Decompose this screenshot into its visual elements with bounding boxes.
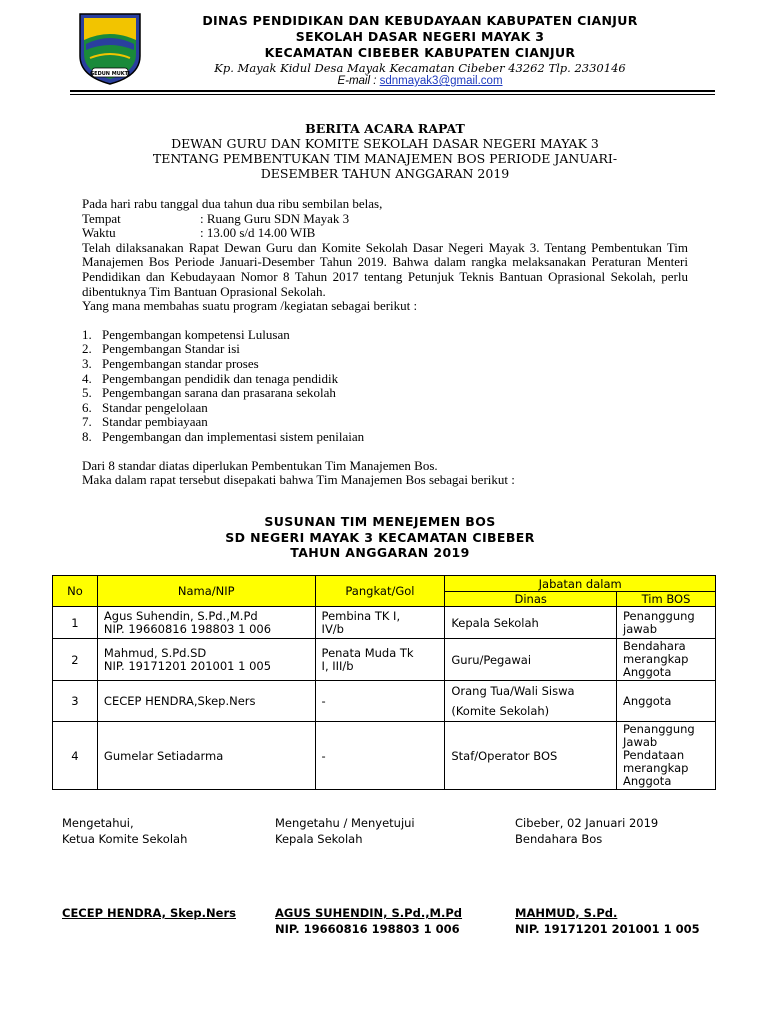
list-item: 3. Pengembangan standar proses [82,355,259,371]
team-table [52,575,716,790]
closing-line-2: Maka dalam rapat tersebut disepakati bahwa Tim Manajemen Bos sebagai berikut : [82,472,515,488]
team-title [100,514,660,561]
signatory-nip: NIP. 19171201 201001 1 005 [515,922,700,936]
title-line4: DESEMBER TAHUN ANGGARAN 2019 [260,166,510,181]
signatory-name: CECEP HENDRA, Skep.Ners [62,906,236,920]
main-paragraph: Telah dilaksanakan Rapat Dewan Guru dan Komite Sekolah Dasar Negeri Mayak 3. Tentang Pembentukan Tim Manajemen Bos Periode Januari-Desember Tahun 2019. Bahwa dalam rangka melaksanakan Peraturan Menteri Pendidikan dan Kebudayaan Nomor 8 Tahun 2017 tentang Petunjuk Teknis Bantuan Oprasional Sekolah, perlu dibentuknya Tim Bantuan Oprasional Sekolah. [82,239,688,299]
header-no: No [53,576,98,607]
header-pangkat: Pangkat/Gol [315,576,445,607]
program-list [82,328,688,445]
signature-committee: Mengetahui, Ketua Komite Sekolah CECEP HENDRA, Skep.Ners [62,815,262,921]
time-value: : 13.00 s/d 14.00 WIB [200,225,316,241]
document-body [82,197,688,488]
time-label: Waktu [82,225,116,241]
signature-treasurer: Cibeber, 02 Januari 2019 Bendahara Bos MAHMUD, S.Pd. NIP. 19171201 201001 1 005 [515,815,715,937]
team-title-line3: TAHUN ANGGARAN 2019 [290,545,470,560]
table-row: 2 Mahmud, S.Pd.SD NIP. 19171201 201001 1 005 Penata Muda Tk I, III/b Guru/Pegawai Bendahara merangkap Anggota [53,639,716,681]
title-line2: DEWAN GURU DAN KOMITE SEKOLAH DASAR NEGERI MAYAK 3 [171,136,599,151]
school-logo [76,10,144,86]
list-item: 6. Standar pengelolaan [82,399,208,415]
email-label: E-mail : [337,75,377,87]
signatory-nip: NIP. 19660816 198803 1 006 [275,922,460,936]
list-item: 4. Pengembangan pendidik dan tenaga pendidik [82,370,339,386]
list-item: 1. Pengembangan kompetensi Lulusan [82,326,290,342]
header-school: SEKOLAH DASAR NEGERI MAYAK 3 [295,29,545,44]
header-nama: Nama/NIP [97,576,315,607]
closing-line-1: Dari 8 standar diatas diperlukan Pembentukan Tim Manajemen Bos. [82,457,438,473]
header-agency: DINAS PENDIDIKAN DAN KEBUDAYAAN KABUPATEN CIANJUR [202,13,638,28]
email-link[interactable]: sdnmayak3@gmail.com [379,75,503,87]
header-rule-thick [70,90,715,92]
table-row: 3 CECEP HENDRA,Skep.Ners - Orang Tua/Wali Siswa (Komite Sekolah) Anggota [53,681,716,722]
header-address: Kp. Mayak Kidul Desa Mayak Kecamatan Cibeber 43262 Tlp. 2330146 [214,61,626,75]
document-title [80,121,690,181]
header-tim: Tim BOS [617,592,716,607]
table-header-row [53,576,716,592]
signatory-name: MAHMUD, S.Pd. [515,906,618,920]
table-row: 4 Gumelar Setiadarma - Staf/Operator BOS Penanggung Jawab Pendataan merangkap Anggota [53,722,716,790]
time-row [82,226,688,241]
header-rule-thin [70,94,715,95]
opening-line: Pada hari rabu tanggal dua tahun dua ribu sembilan belas, [82,196,383,211]
team-title-line2: SD NEGERI MAYAK 3 KECAMATAN CIBEBER [225,529,535,545]
team-title-line1: SUSUNAN TIM MENEJEMEN BOS [264,514,496,529]
logo-text: GEDUN MUKTI [90,71,130,77]
list-intro: Yang mana membahas suatu program /kegiatan sebagai berikut : [82,298,418,314]
table-row: 1 Agus Suhendin, S.Pd.,M.Pd NIP. 19660816 198803 1 006 Pembina TK I, IV/b Kepala Sekolah Penanggung jawab [53,607,716,639]
list-item: 5. Pengembangan sarana dan prasarana sekolah [82,385,336,401]
place-label: Tempat [82,210,121,226]
header-dinas: Dinas [445,592,617,607]
header-jabatan: Jabatan dalam [445,576,716,592]
header-district: KECAMATAN CIBEBER KABUPATEN CIANJUR [264,45,576,60]
title-line3: TENTANG PEMBENTUKAN TIM MANAJEMEN BOS PERIODE JANUARI- [152,151,618,166]
header-email-line [150,75,690,87]
signatory-name: AGUS SUHENDIN, S.Pd.,M.Pd [275,906,463,920]
list-item: 7. Standar pembiayaan [82,414,208,430]
place-value: : Ruang Guru SDN Mayak 3 [200,210,350,226]
list-item: 8. Pengembangan dan implementasi sistem penilaian [82,428,365,444]
signature-principal: Mengetahu / Menyetujui Kepala Sekolah AGUS SUHENDIN, S.Pd.,M.Pd NIP. 19660816 198803 1 006 [275,815,495,937]
title-main: BERITA ACARA RAPAT [305,121,465,136]
place-row [82,212,688,227]
list-item: 2. Pengembangan Standar isi [82,341,240,357]
